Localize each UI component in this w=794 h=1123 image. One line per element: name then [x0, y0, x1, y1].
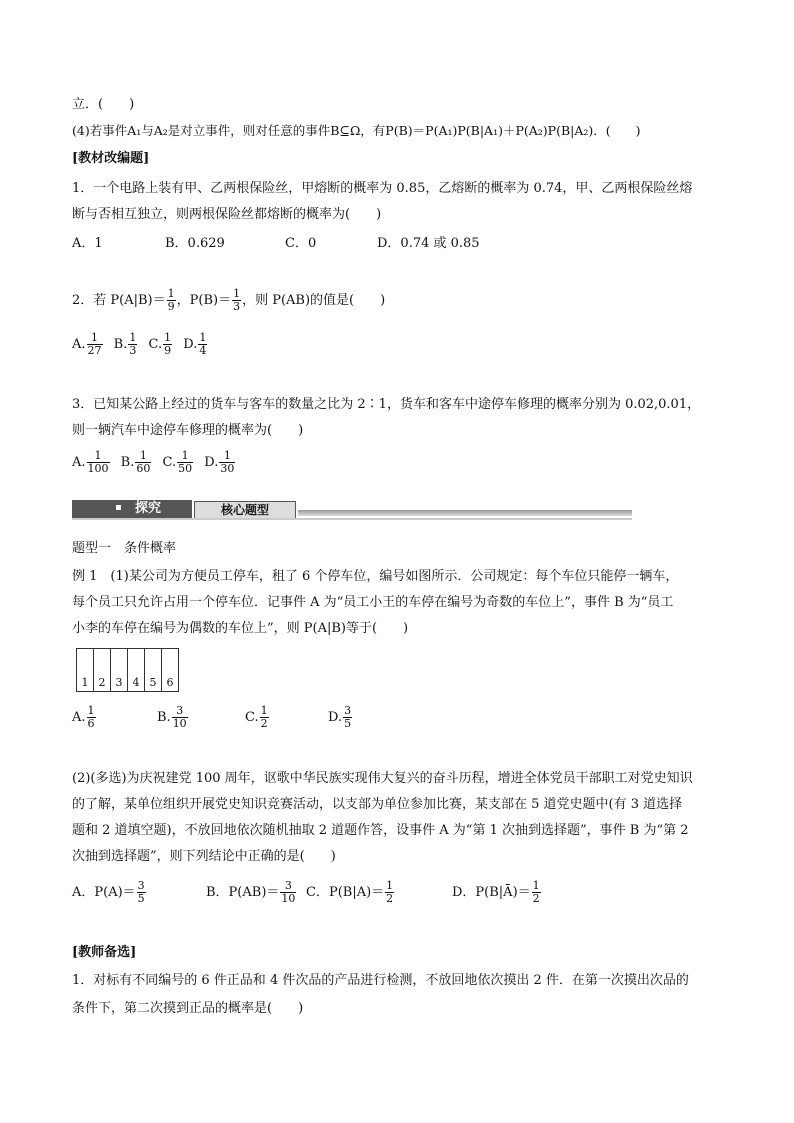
numerator: 1: [135, 450, 151, 463]
fraction: [87, 332, 103, 357]
denominator: 4: [199, 344, 207, 357]
ex2-line1: (2)(多选)为庆祝建党 100 周年，讴歌中华民族实现伟大复兴的奋斗历程，增进全体党员干部职工对党史知识: [72, 771, 693, 786]
slot-number: 1: [81, 676, 89, 689]
numerator: 1: [199, 331, 207, 344]
parking-slot: [77, 649, 94, 691]
banner-underline: [72, 518, 632, 520]
numerator: 1: [87, 332, 103, 345]
fraction: [232, 288, 241, 313]
option-label: B.: [113, 337, 128, 352]
banner-explore: [72, 500, 192, 518]
slot-number: 4: [132, 676, 140, 689]
banner-bar: [298, 510, 632, 516]
parking-slots-diagram: [76, 648, 179, 692]
b1-line2: 条件下，第二次摸到正品的概率是( ): [72, 1001, 304, 1016]
numerator: 1: [177, 450, 193, 463]
denominator: 30: [220, 462, 235, 475]
option-label: D.: [328, 710, 343, 725]
ex2-line2: 的了解，某单位组织开展党史知识竞赛活动，以支部为单位参加比赛，某支部在 5 道党史题中(有 3 道选择: [72, 797, 683, 812]
fraction: [280, 880, 296, 905]
ex2-option-b: [206, 880, 297, 905]
fraction: [343, 705, 352, 730]
type1-heading: 题型一 条件概率: [72, 541, 177, 556]
fraction: [87, 705, 96, 730]
section-banner: [72, 500, 632, 520]
t2-option-a: [72, 331, 104, 357]
option-label: B．P(AB)＝: [206, 885, 280, 900]
numerator: 1: [164, 331, 172, 344]
t2-option-c: [148, 331, 174, 357]
option-label: C．P(B|A)＝: [306, 885, 385, 900]
slot-number: 3: [115, 676, 123, 689]
option-label: A．P(A)＝: [72, 885, 136, 900]
fraction: [128, 332, 137, 357]
t1-option-b: B．0.629: [165, 236, 225, 251]
t3-option-a: [72, 449, 111, 475]
fraction: [219, 450, 235, 475]
banner-core-type: 核心题型: [194, 501, 296, 519]
numerator: 1: [532, 879, 540, 892]
t1-line2: 断与否相互独立，则两根保险丝都熔断的概率为( ): [72, 207, 382, 222]
t1-option-c: C．0: [285, 236, 317, 251]
t2-text-pre: 2．若 P(A|B)＝: [72, 293, 166, 308]
fraction: [177, 450, 193, 475]
numerator: 1: [87, 450, 110, 463]
ex1-line3: 小李的车停在编号为偶数的车位上”，则 P(A|B)等于( ): [72, 621, 409, 636]
numerator: 3: [344, 704, 352, 717]
banner-explore-label: 探究: [135, 501, 162, 516]
b1-line1: 1．对标有不同编号的 6 件正品和 4 件次品的产品进行检测，不放回地依次摸出 2 件．在第一次摸出次品的: [72, 973, 689, 988]
denominator: 2: [260, 717, 268, 730]
denominator: 10: [172, 717, 187, 730]
denominator: 6: [87, 717, 95, 730]
option-label: C.: [148, 337, 163, 352]
ex1-line1: 例 1 (1)某公司为方便员工停车，租了 6 个停车位，编号如图所示．公司规定：每个车位只能停一辆车，: [72, 569, 679, 584]
denominator: 9: [167, 300, 175, 313]
denominator: 27: [87, 344, 102, 357]
fraction: [260, 705, 269, 730]
ex2-option-a: [72, 880, 147, 905]
t2-question: [72, 288, 385, 313]
denominator: 9: [164, 344, 172, 357]
option-label: A.: [72, 710, 86, 725]
denominator: 2: [386, 892, 394, 905]
option-label: A.: [72, 455, 86, 470]
denominator: 5: [344, 717, 352, 730]
numerator: 1: [386, 879, 394, 892]
option-label: B.: [157, 710, 171, 725]
numerator: 3: [137, 879, 145, 892]
fraction: [137, 880, 146, 905]
option-label: D.: [183, 337, 198, 352]
t2-option-d: [183, 331, 208, 357]
t3-option-c: [162, 449, 195, 475]
t2-option-b: [113, 331, 139, 357]
ex1-line2: 每个员工只允许占用一个停车位．记事件 A 为“员工小王的车停在编号为奇数的车位上”，事件 B 为“员工: [72, 595, 674, 610]
ex2-option-d: [452, 880, 542, 905]
square-bullet-icon: [116, 505, 121, 510]
t2-options: [72, 332, 208, 357]
ex1-option-a: [72, 705, 97, 730]
numerator: 1: [87, 704, 95, 717]
t3-option-b: [120, 449, 153, 475]
denominator: 10: [281, 892, 296, 905]
t3-option-d: [204, 449, 236, 475]
t1-line1: 1．一个电路上装有甲、乙两根保险丝，甲熔断的概率为 0.85，乙熔断的概率为 0.74，甲、乙两根保险丝熔: [72, 181, 693, 196]
ex1-option-d: [328, 705, 353, 730]
numerator: 1: [219, 450, 235, 463]
option-label: D．P(B|Ā)＝: [452, 885, 531, 900]
fraction: [163, 332, 172, 357]
t1-option-d: D．0.74 或 0.85: [377, 236, 480, 251]
ex1-option-c: [245, 705, 270, 730]
ex2-line3: 题和 2 道填空题)，不放回地依次随机抽取 2 道题作答，设事件 A 为“第 1 次抽到选择题”，事件 B 为“第 2: [72, 823, 689, 838]
question-4: (4)若事件A₁与A₂是对立事件，则对任意的事件B⊆Ω，有P(B)＝P(A₁)P(B|A₁)＋P(A₂)P(B|A₂)．( ): [72, 123, 641, 138]
t1-option-a: A．1: [72, 236, 103, 251]
denominator: 60: [136, 462, 151, 475]
parking-slot: [162, 649, 178, 691]
denominator: 3: [129, 344, 137, 357]
slot-number: 2: [98, 676, 106, 689]
denominator: 2: [532, 892, 540, 905]
numerator: 1: [233, 287, 241, 300]
ex2-option-c: [306, 880, 395, 905]
section-textbook: [教材改编题]: [72, 151, 150, 166]
line-fragment: 立．( ): [72, 97, 135, 112]
parking-slot: [128, 649, 145, 691]
parking-slot: [94, 649, 111, 691]
fraction: [532, 880, 541, 905]
t3-line2: 则一辆汽车中途停车修理的概率为( ): [72, 423, 304, 438]
slot-number: 5: [149, 676, 157, 689]
fraction: [167, 288, 176, 313]
t2-text-post: ，则 P(AB)的值是( ): [242, 293, 386, 308]
option-label: A.: [72, 337, 86, 352]
ex2-line4: 次抽到选择题”，则下列结论中正确的是( ): [72, 849, 336, 864]
ex1-option-b: [157, 705, 189, 730]
fraction: [172, 705, 188, 730]
numerator: 3: [280, 880, 296, 893]
t2-text-mid: ，P(B)＝: [176, 293, 232, 308]
denominator: 3: [233, 300, 241, 313]
fraction: [135, 450, 151, 475]
option-label: D.: [204, 455, 219, 470]
parking-slot: [145, 649, 162, 691]
option-label: C.: [162, 455, 177, 470]
numerator: 3: [172, 705, 188, 718]
numerator: 1: [129, 331, 137, 344]
option-label: B.: [120, 455, 135, 470]
fraction: [87, 450, 110, 475]
denominator: 100: [87, 462, 109, 475]
t3-line1: 3．已知某公路上经过的货车与客车的数量之比为 2∶1，货车和客车中途停车修理的概率分别为 0.02,0.01，: [72, 397, 701, 412]
fraction: [385, 880, 394, 905]
numerator: 1: [167, 287, 175, 300]
fraction: [198, 332, 207, 357]
option-label: C.: [245, 710, 259, 725]
slot-number: 6: [166, 676, 174, 689]
parking-slot: [111, 649, 128, 691]
denominator: 50: [178, 462, 193, 475]
section-teacher: [教师备选]: [72, 945, 137, 960]
numerator: 1: [260, 704, 268, 717]
t3-options: [72, 450, 236, 475]
denominator: 5: [137, 892, 145, 905]
